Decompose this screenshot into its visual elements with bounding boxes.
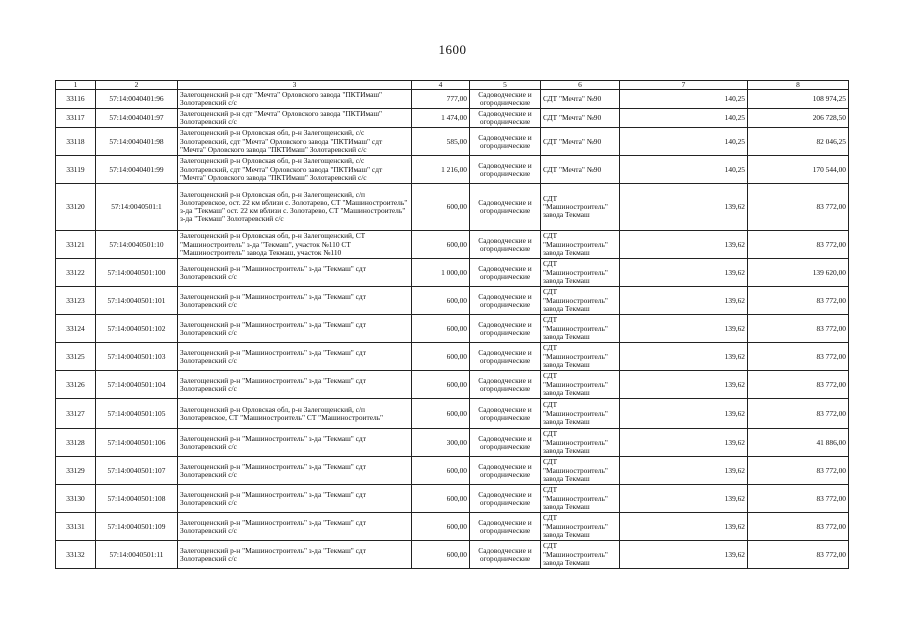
land-use-cell: Садоводческие и огороднические [470, 156, 541, 184]
organization-cell: СДТ "Машиностроитель" завода Текмаш [541, 399, 620, 429]
col-header-3: 3 [178, 81, 412, 90]
organization-cell: СДТ "Мечта" №90 [541, 90, 620, 109]
table-row [56, 485, 849, 513]
cadastral-value-cell: 41 886,00 [748, 429, 849, 457]
cadastral-value-cell: 83 772,00 [748, 541, 849, 569]
area-cell: 600,00 [412, 184, 470, 231]
address-cell: Залегощенский р-н "Машиностроитель" з-да "Текмаш" сдт Золотаревский с/с [178, 541, 412, 569]
address-cell: Залегощенский р-н "Машиностроитель" з-да "Текмаш" сдт Золотаревский с/с [178, 485, 412, 513]
address-cell: Залегощенский р-н "Машиностроитель" з-да "Текмаш" сдт Золотаревский с/с [178, 287, 412, 315]
cadastral-number-cell: 57:14:0040401:96 [96, 90, 178, 109]
address-cell: Залегощенский р-н сдт "Мечта" Орловского завода "ПКТИмаш" Золотаревский с/с [178, 109, 412, 128]
address-cell: Залегощенский р-н "Машиностроитель" з-да "Текмаш" сдт Золотаревский с/с [178, 429, 412, 457]
area-cell: 600,00 [412, 343, 470, 371]
register-table [55, 80, 849, 569]
cadastral-number-cell: 57:14:0040401:99 [96, 156, 178, 184]
col-header-2: 2 [96, 81, 178, 90]
unit-price-cell: 139,62 [620, 457, 748, 485]
cadastral-value-cell: 83 772,00 [748, 485, 849, 513]
unit-price-cell: 139,62 [620, 287, 748, 315]
area-cell: 1 474,00 [412, 109, 470, 128]
cadastral-value-cell: 82 046,25 [748, 128, 849, 156]
cadastral-number-cell: 57:14:0040501:105 [96, 399, 178, 429]
table-row [56, 429, 849, 457]
unit-price-cell: 140,25 [620, 128, 748, 156]
land-use-cell: Садоводческие и огороднические [470, 371, 541, 399]
row-number-cell: 33121 [56, 231, 96, 259]
address-cell: Залегощенский р-н Орловская обл, р-н Залегощенский, СТ "Машиностроитель" з-да "Текмаш", участок №110 СТ "Машиностроитель" завода Текмаш, участок №110 [178, 231, 412, 259]
address-cell: Залегощенский р-н "Машиностроитель" з-да "Текмаш" сдт Золотаревский с/с [178, 259, 412, 287]
table-row [56, 343, 849, 371]
cadastral-number-cell: 57:14:0040501:104 [96, 371, 178, 399]
cadastral-value-cell: 139 620,00 [748, 259, 849, 287]
unit-price-cell: 139,62 [620, 513, 748, 541]
land-use-cell: Садоводческие и огороднические [470, 343, 541, 371]
col-header-5: 5 [470, 81, 541, 90]
area-cell: 600,00 [412, 399, 470, 429]
row-number-cell: 33126 [56, 371, 96, 399]
col-header-4: 4 [412, 81, 470, 90]
area-cell: 600,00 [412, 287, 470, 315]
unit-price-cell: 139,62 [620, 485, 748, 513]
unit-price-cell: 140,25 [620, 90, 748, 109]
area-cell: 1 000,00 [412, 259, 470, 287]
land-use-cell: Садоводческие и огороднические [470, 315, 541, 343]
table-row [56, 90, 849, 109]
land-use-cell: Садоводческие и огороднические [470, 541, 541, 569]
area-cell: 600,00 [412, 541, 470, 569]
unit-price-cell: 139,62 [620, 371, 748, 399]
address-cell: Залегощенский р-н Орловская обл, р-н Залегощенский, с/с Золотаревский, сдт "Мечта" Орловского завода "ПКТИмаш" сдт "Мечта" Орловского завода "ПКТИмаш" Золотаревский с/с [178, 128, 412, 156]
land-use-cell: Садоводческие и огороднические [470, 109, 541, 128]
cadastral-number-cell: 57:14:0040501:107 [96, 457, 178, 485]
address-cell: Залегощенский р-н сдт "Мечта" Орловского завода "ПКТИмаш" Золотаревский с/с [178, 90, 412, 109]
address-cell: Залегощенский р-н Орловская обл, р-н Залегощенский, с/с Золотаревский, сдт "Мечта" Орловского завода "ПКТИмаш" сдт "Мечта" Орловского завода "ПКТИмаш" Золотаревский с/с [178, 156, 412, 184]
area-cell: 600,00 [412, 457, 470, 485]
organization-cell: СДТ "Мечта" №90 [541, 128, 620, 156]
table-row [56, 371, 849, 399]
table-row [56, 399, 849, 429]
cadastral-number-cell: 57:14:0040501:102 [96, 315, 178, 343]
row-number-cell: 33116 [56, 90, 96, 109]
land-use-cell: Садоводческие и огороднические [470, 184, 541, 231]
table-row [56, 231, 849, 259]
table-row [56, 128, 849, 156]
land-use-cell: Садоводческие и огороднические [470, 485, 541, 513]
land-use-cell: Садоводческие и огороднические [470, 513, 541, 541]
area-cell: 1 216,00 [412, 156, 470, 184]
cadastral-number-cell: 57:14:0040501:10 [96, 231, 178, 259]
row-number-cell: 33128 [56, 429, 96, 457]
cadastral-value-cell: 170 544,00 [748, 156, 849, 184]
address-cell: Залегощенский р-н "Машиностроитель" з-да "Текмаш" сдт Золотаревский с/с [178, 457, 412, 485]
cadastral-value-cell: 83 772,00 [748, 315, 849, 343]
table-row [56, 156, 849, 184]
cadastral-number-cell: 57:14:0040501:1 [96, 184, 178, 231]
organization-cell: СДТ "Машиностроитель" завода Текмаш [541, 371, 620, 399]
table-row [56, 259, 849, 287]
row-number-cell: 33117 [56, 109, 96, 128]
cadastral-value-cell: 83 772,00 [748, 399, 849, 429]
address-cell: Залегощенский р-н "Машиностроитель" з-да "Текмаш" сдт Золотаревский с/с [178, 513, 412, 541]
area-cell: 600,00 [412, 231, 470, 259]
organization-cell: СДТ "Машиностроитель" завода Текмаш [541, 485, 620, 513]
address-cell: Залегощенский р-н "Машиностроитель" з-да "Текмаш" сдт Золотаревский с/с [178, 371, 412, 399]
organization-cell: СДТ "Машиностроитель" завода Текмаш [541, 231, 620, 259]
row-number-cell: 33123 [56, 287, 96, 315]
row-number-cell: 33125 [56, 343, 96, 371]
area-cell: 600,00 [412, 513, 470, 541]
organization-cell: СДТ "Мечта" №90 [541, 156, 620, 184]
organization-cell: СДТ "Машиностроитель" завода Текмаш [541, 315, 620, 343]
address-cell: Залегощенский р-н Орловская обл, р-н Залегощенский, с/п Золотаревское, ост. 22 км вблизи с. Золотарево, СТ "Машиностроитель" з-да "Текмаш" ост. 22 км вблизи с. Золотарево, СТ "Машиностроитель" з-да "Текмаш" Золотаревский с/с [178, 184, 412, 231]
header-row [56, 81, 849, 90]
cadastral-value-cell: 83 772,00 [748, 513, 849, 541]
land-use-cell: Садоводческие и огороднические [470, 287, 541, 315]
row-number-cell: 33129 [56, 457, 96, 485]
cadastral-number-cell: 57:14:0040401:97 [96, 109, 178, 128]
row-number-cell: 33118 [56, 128, 96, 156]
organization-cell: СДТ "Машиностроитель" завода Текмаш [541, 287, 620, 315]
cadastral-number-cell: 57:14:0040501:11 [96, 541, 178, 569]
table-row [56, 184, 849, 231]
cadastral-number-cell: 57:14:0040401:98 [96, 128, 178, 156]
col-header-6: 6 [541, 81, 620, 90]
area-cell: 777,00 [412, 90, 470, 109]
table-row [56, 109, 849, 128]
unit-price-cell: 139,62 [620, 343, 748, 371]
organization-cell: СДТ "Машиностроитель" завода Текмаш [541, 343, 620, 371]
table-row [56, 541, 849, 569]
area-cell: 585,00 [412, 128, 470, 156]
area-cell: 300,00 [412, 429, 470, 457]
unit-price-cell: 139,62 [620, 315, 748, 343]
cadastral-value-cell: 83 772,00 [748, 371, 849, 399]
cadastral-number-cell: 57:14:0040501:103 [96, 343, 178, 371]
unit-price-cell: 139,62 [620, 541, 748, 569]
col-header-7: 7 [620, 81, 748, 90]
address-cell: Залегощенский р-н "Машиностроитель" з-да "Текмаш" сдт Золотаревский с/с [178, 343, 412, 371]
address-cell: Залегощенский р-н "Машиностроитель" з-да "Текмаш" сдт Золотаревский с/с [178, 315, 412, 343]
row-number-cell: 33127 [56, 399, 96, 429]
table-row [56, 457, 849, 485]
cadastral-value-cell: 83 772,00 [748, 287, 849, 315]
land-use-cell: Садоводческие и огороднические [470, 429, 541, 457]
land-use-cell: Садоводческие и огороднические [470, 259, 541, 287]
land-use-cell: Садоводческие и огороднические [470, 457, 541, 485]
address-cell: Залегощенский р-н Орловская обл, р-н Залегощенский, с/п Золотаревское, СТ "Машиностроитель" СТ "Машиностроитель" [178, 399, 412, 429]
cadastral-number-cell: 57:14:0040501:109 [96, 513, 178, 541]
cadastral-value-cell: 108 974,25 [748, 90, 849, 109]
area-cell: 600,00 [412, 315, 470, 343]
unit-price-cell: 140,25 [620, 156, 748, 184]
cadastral-value-cell: 83 772,00 [748, 184, 849, 231]
row-number-cell: 33132 [56, 541, 96, 569]
cadastral-number-cell: 57:14:0040501:108 [96, 485, 178, 513]
organization-cell: СДТ "Машиностроитель" завода Текмаш [541, 429, 620, 457]
col-header-1: 1 [56, 81, 96, 90]
row-number-cell: 33130 [56, 485, 96, 513]
organization-cell: СДТ "Машиностроитель" завода Текмаш [541, 259, 620, 287]
area-cell: 600,00 [412, 371, 470, 399]
cadastral-value-cell: 83 772,00 [748, 343, 849, 371]
table-row [56, 513, 849, 541]
unit-price-cell: 139,62 [620, 184, 748, 231]
cadastral-number-cell: 57:14:0040501:106 [96, 429, 178, 457]
organization-cell: СДТ "Машиностроитель" завода Текмаш [541, 184, 620, 231]
land-use-cell: Садоводческие и огороднические [470, 128, 541, 156]
row-number-cell: 33122 [56, 259, 96, 287]
organization-cell: СДТ "Машиностроитель" завода Текмаш [541, 457, 620, 485]
page-number: 1600 [438, 42, 467, 57]
cadastral-number-cell: 57:14:0040501:101 [96, 287, 178, 315]
organization-cell: СДТ "Машиностроитель" завода Текмаш [541, 541, 620, 569]
organization-cell: СДТ "Машиностроитель" завода Текмаш [541, 513, 620, 541]
area-cell: 600,00 [412, 485, 470, 513]
unit-price-cell: 139,62 [620, 259, 748, 287]
land-use-cell: Садоводческие и огороднические [470, 399, 541, 429]
table-row [56, 287, 849, 315]
cadastral-value-cell: 206 728,50 [748, 109, 849, 128]
organization-cell: СДТ "Мечта" №90 [541, 109, 620, 128]
table-row [56, 315, 849, 343]
row-number-cell: 33124 [56, 315, 96, 343]
unit-price-cell: 139,62 [620, 429, 748, 457]
cadastral-number-cell: 57:14:0040501:100 [96, 259, 178, 287]
cadastral-value-cell: 83 772,00 [748, 457, 849, 485]
unit-price-cell: 140,25 [620, 109, 748, 128]
row-number-cell: 33120 [56, 184, 96, 231]
row-number-cell: 33131 [56, 513, 96, 541]
cadastral-value-cell: 83 772,00 [748, 231, 849, 259]
row-number-cell: 33119 [56, 156, 96, 184]
unit-price-cell: 139,62 [620, 231, 748, 259]
land-use-cell: Садоводческие и огороднические [470, 90, 541, 109]
col-header-8: 8 [748, 81, 849, 90]
unit-price-cell: 139,62 [620, 399, 748, 429]
land-use-cell: Садоводческие и огороднические [470, 231, 541, 259]
